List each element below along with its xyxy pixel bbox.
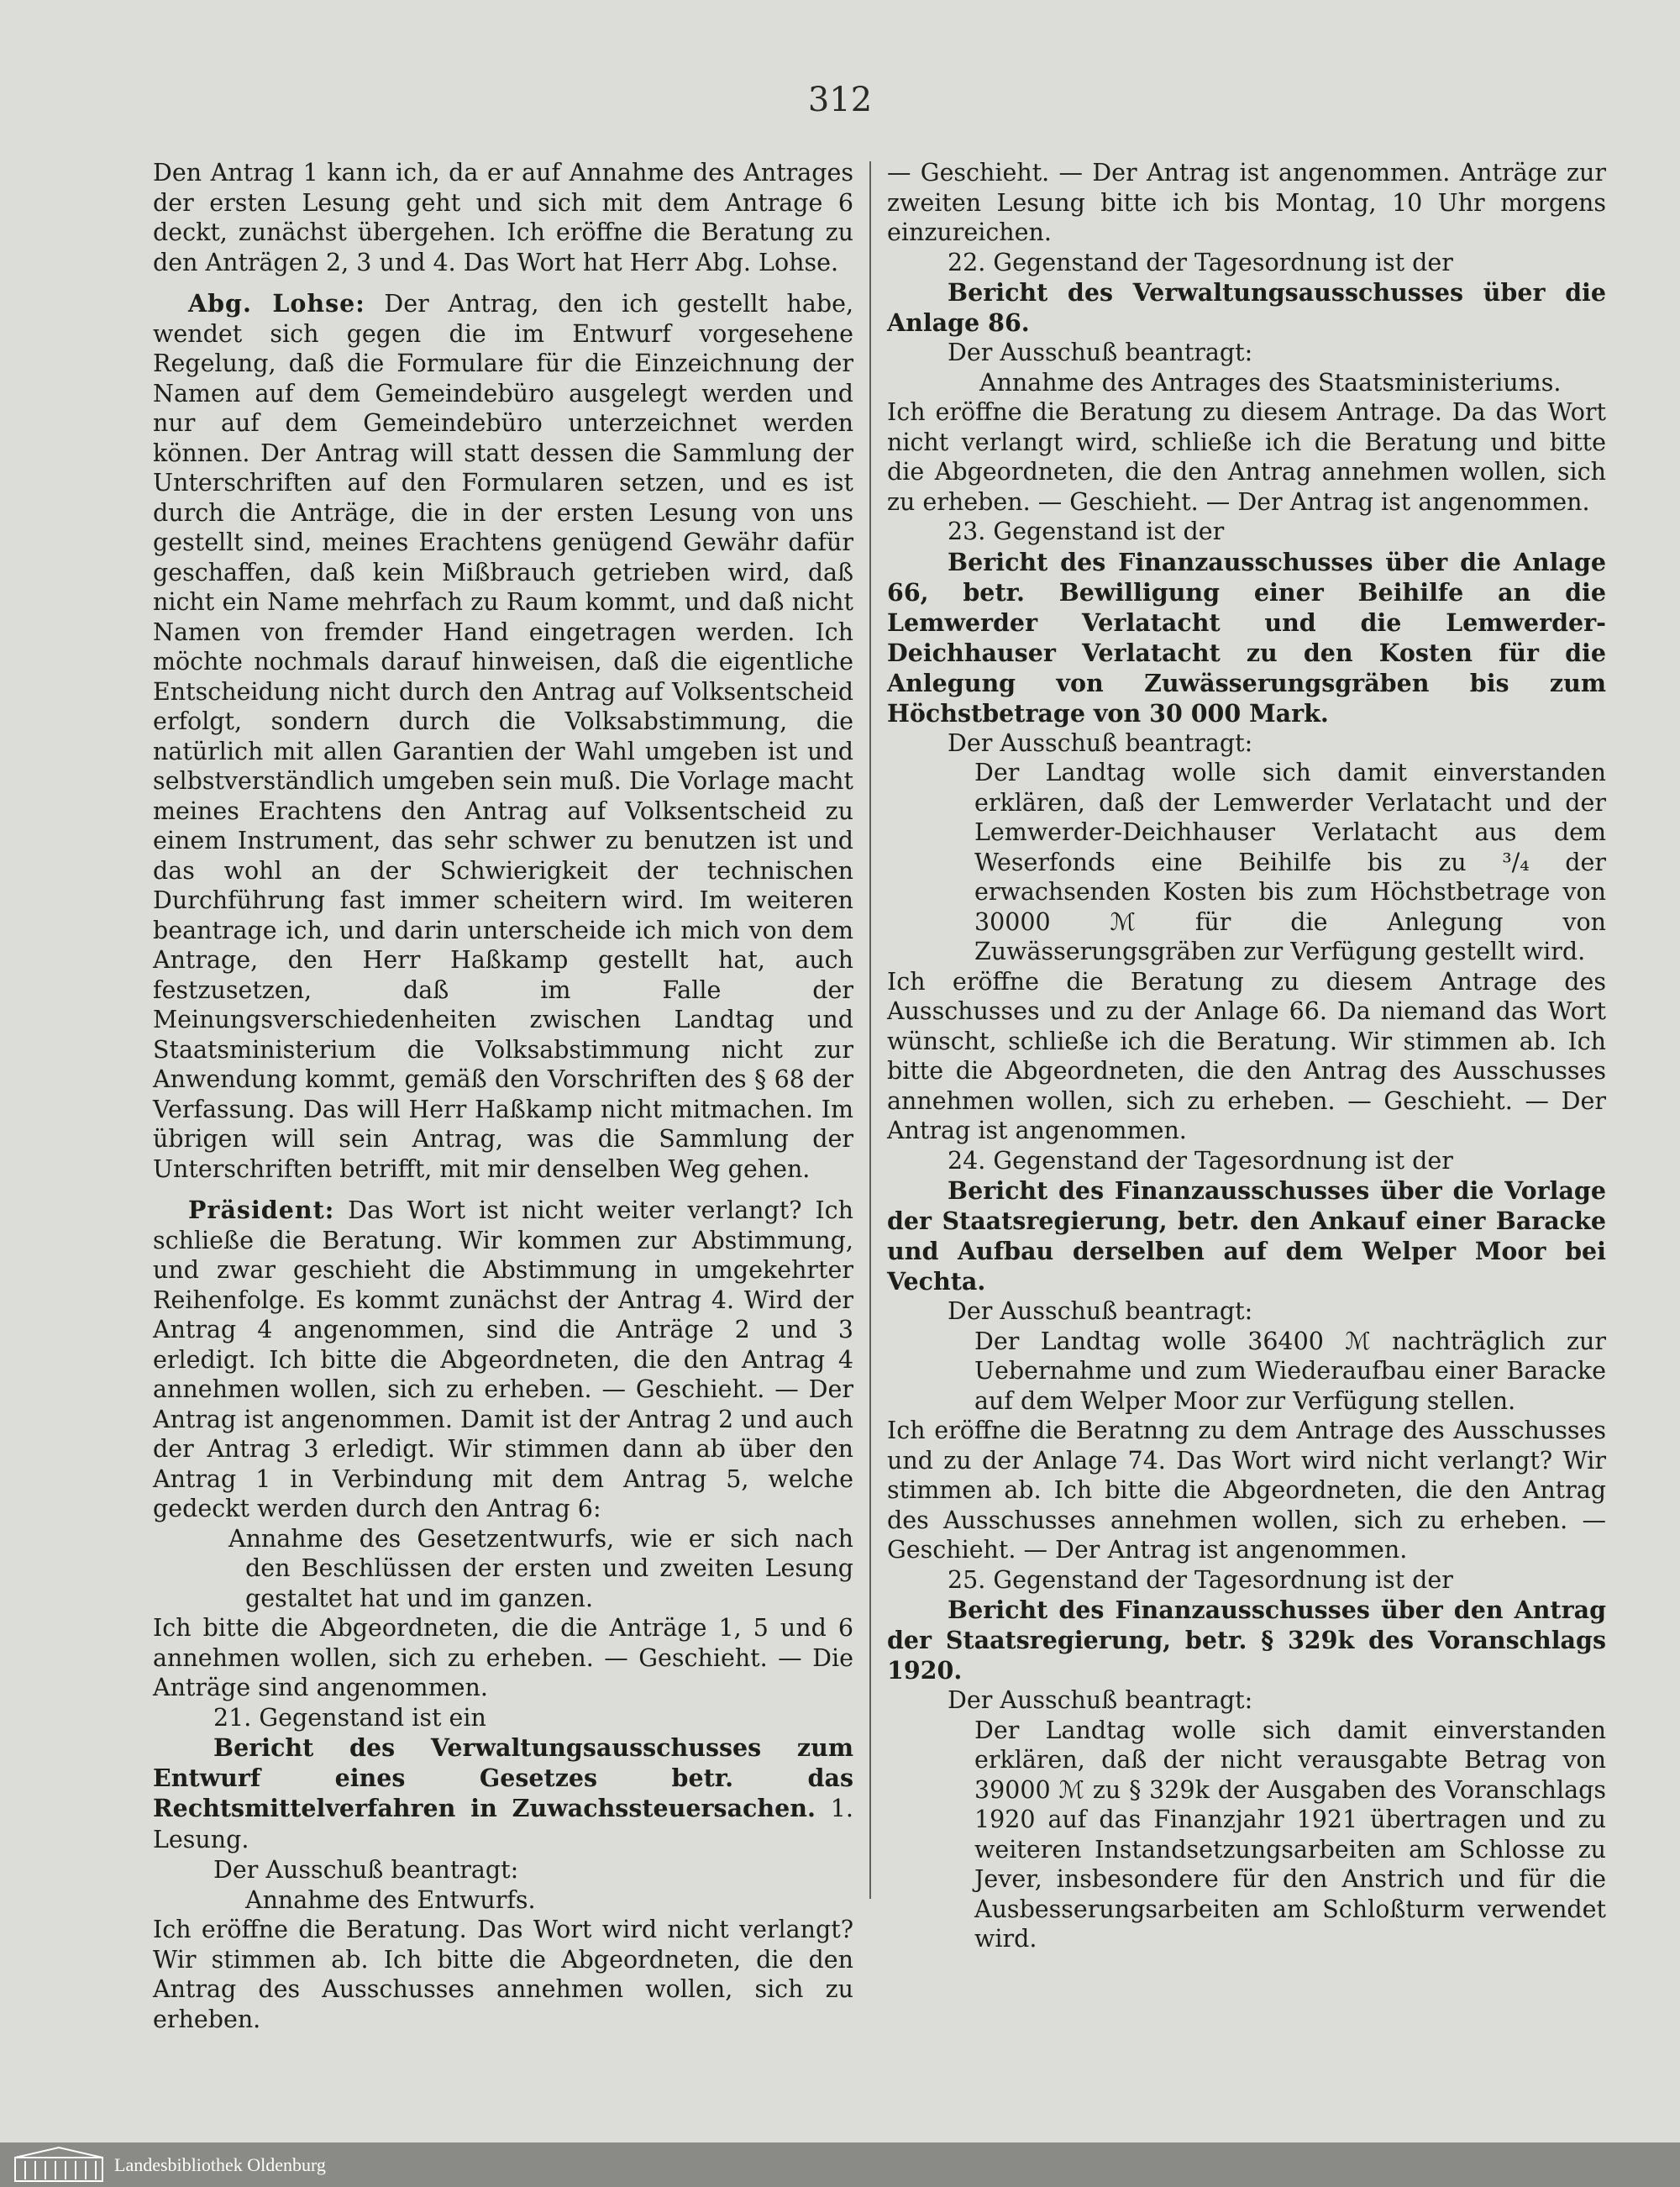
agenda-item: 24. Gegenstand der Tagesordnung ist der [948,1146,1453,1175]
motion-text: Der Landtag wolle sich damit einverstanden erklären, daß der nicht verausgabte Betrag von 39000 ℳ zu § 329k der Ausgaben des Voranschlags 1920 auf das Finanzjahr 1921 übertragen und zu weiteren Instandsetzungsarbeiten am Schlosse zu Jever, insbesondere für den Anstrich und für die Ausbesserungsarbeiten am Schloßturm verwendet wird. [974,1716,1606,1953]
agenda-heading [153,1732,853,1855]
speech-text: Der Antrag, den ich gestellt habe, wendet sich gegen die im Entwurf vorgesehene Regelung, daß die Formulare für die Einzeichnung der Namen auf dem Gemeindebüro ausgelegt werden und nur auf dem Gemeindebüro unterzeichnet werden können. Der Antrag will statt dessen die Sammlung der Unterschriften auf den Formularen setzen, und es ist durch die Anträge, die in der ersten Lesung von uns gestellt sind, meines Erachtens genügend Gewähr dafür geschaffen, daß kein Mißbrauch getrieben wird, daß nicht ein Name mehrfach zu Raum kommt, und daß nicht Namen von fremder Hand eingetragen werden. Ich möchte nochmals darauf hinweisen, daß die eigentliche Entscheidung nicht durch den Antrag auf Volksentscheid erfolgt, sondern durch die Volksabstimmung, die natürlich mit allen Garantien der Wahl umgeben ist und selbstverständlich umgeben sein muß. Die Vorlage macht meines Erachtens den Antrag auf Volksentscheid zu einem Instrument, das sehr schwer zu benutzen ist und das wohl an der Schwierigkeit der technischen Durchführung fast immer scheitern wird. Im weiteren beantrage ich, und darin unterscheide ich mich von dem Antrage, den Herr Haßkamp gestellt hat, auch festzusetzen, daß im Falle der Meinungsverschiedenheiten zwischen Landtag und Staatsministerium die Volksabstimmung nicht zur Anwendung kommt, gemäß den Vorschriften des § 68 der Verfassung. Das will Herr Haßkamp nicht mitmachen. Im übrigen will sein Antrag, was die Sammlung der Unterschriften betrifft, mit mir denselben Weg gehen. [153,290,854,1183]
library-building-icon [13,2146,104,2183]
paragraph: Ich eröffne die Beratung. Das Wort wird nicht verlangt? Wir stimmen ab. Ich bitte die Abgeordneten, die den Antrag des Ausschusses annehmen wollen, sich zu erheben. [153,1916,853,2033]
agenda-item: 22. Gegenstand der Tagesordnung ist der [948,248,1453,276]
committee-line: Der Ausschuß beantragt: [948,1297,1253,1325]
speaker-name: Präsident: [188,1196,335,1224]
speaker-name: Abg. Lohse: [188,289,365,318]
motion-text: Annahme des Antrages des Staatsministeriums. [979,368,1562,397]
library-footer [0,2142,1680,2187]
agenda-heading: Bericht des Finanzausschusses über die Anlage 66, betr. Bewilligung einer Beihilfe an die Lemwerder Verlatacht und die Lemwerder-Deichhauser Verlatacht zu den Kosten für die Anlegung von Zuwässerungsgräben bis zum Höchstbetrage von 30 000 Mark. [887,547,1606,728]
heading-text: Bericht des Verwaltungsausschusses zum Entwurf eines Gesetzes betr. das Rechtsmittelverfahren in Zuwachssteuersachen. [153,1733,853,1822]
page-number: 312 [807,81,873,119]
paragraph: Ich eröffne die Beratnng zu dem Antrage des Ausschusses und zu der Anlage 74. Das Wort wird nicht verlangt? Wir stimmen ab. Ich bitte die Abgeordneten, die den Antrag des Ausschusses annehmen wollen, sich zu erheben. — Geschieht. — Der Antrag ist angenommen. [887,1417,1606,1564]
agenda-heading: Bericht des Finanzausschusses über den Antrag der Staatsregierung, betr. § 329k des Voranschlags 1920. [887,1596,1606,1685]
motion-text: Der Landtag wolle sich damit einverstanden erklären, daß der Lemwerder Verlatacht und der Lemwerder-Deichhauser Verlatacht aus dem Weserfonds eine Beihilfe bis zu ³/₄ der erwachsenden Kosten bis zum Höchstbetrage von 30000 ℳ für die Anlegung von Zuwässerungsgräben zur Verfügung gestellt wird. [974,759,1606,965]
heading-suffix: 1. Lesung. [153,1795,853,1853]
quoted-motion: Annahme des Gesetzentwurfs, wie er sich nach den Beschlüssen der ersten und zweiten Lesung gestaltet hat und im ganzen. [228,1524,853,1612]
paragraph: Ich eröffne die Beratung zu diesem Antrage des Ausschusses und zu der Anlage 66. Da niemand das Wort wünscht, schließe ich die Beratung. Wir stimmen ab. Ich bitte die Abgeordneten, die den Antrag des Ausschusses annehmen wollen, sich zu erheben. — Geschieht. — Der Antrag ist angenommen. [887,967,1606,1144]
column-divider [869,161,871,1899]
paragraph: Ich bitte die Abgeordneten, die die Anträge 1, 5 und 6 annehmen wollen, sich zu erheben. — Geschieht. — Die Anträge sind angenommen. [153,1614,853,1701]
committee-line: Der Ausschuß beantragt: [948,339,1253,366]
left-column [153,158,853,2034]
speech-text: Das Wort ist nicht weiter verlangt? Ich schließe die Beratung. Wir kommen zur Abstimmung, und zwar geschieht die Abstimmung in umgekehrter Reihenfolge. Es kommt zunächst der Antrag 4. Wird der Antrag 4 angenommen, sind die Anträge 2 und 3 erledigt. Ich bitte die Abgeordneten, die den Antrag 4 annehmen wollen, sich zu erheben. — Geschieht. — Der Antrag ist angenommen. Damit ist der Antrag 2 und auch der Antrag 3 erledigt. Wir stimmen dann ab über den Antrag 1 in Verbindung mit dem Antrag 5, welche gedeckt werden durch den Antrag 6: [153,1196,853,1522]
speech-lohse [153,289,853,1184]
committee-line: Der Ausschuß beantragt: [213,1856,519,1884]
paragraph: — Geschieht. — Der Antrag ist angenommen. Anträge zur zweiten Lesung bitte ich bis Montag, 10 Uhr morgens einzureichen. [887,159,1606,246]
agenda-item: 23. Gegenstand ist der [948,518,1225,545]
paragraph: Den Antrag 1 kann ich, da er auf Annahme des Antrages der ersten Lesung geht und sich mit dem Antrage 6 deckt, zunächst übergehen. Ich eröffne die Beratung zu den Anträgen 2, 3 und 4. Das Wort hat Herr Abg. Lohse. [153,159,853,276]
motion-text: Annahme des Entwurfs. [245,1885,536,1914]
agenda-heading: Bericht des Finanzausschusses über die Vorlage der Staatsregierung, betr. den Ankauf einer Baracke und Aufbau derselben auf dem Welper Moor bei Vechta. [887,1176,1606,1296]
agenda-item: 25. Gegenstand der Tagesordnung ist der [948,1565,1453,1594]
committee-line: Der Ausschuß beantragt: [948,728,1253,757]
paragraph: Ich eröffne die Beratung zu diesem Antrage. Da das Wort nicht verlangt wird, schließe ich die Beratung und bitte die Abgeordneten, die den Antrag annehmen wollen, sich zu erheben. — Geschieht. — Der Antrag ist angenommen. [887,398,1606,516]
right-column [887,158,1606,1954]
library-name: Landesbibliothek Oldenburg [114,2154,326,2175]
speech-president [153,1196,853,1524]
agenda-heading: Bericht des Verwaltungsausschusses über die Anlage 86. [887,278,1606,337]
agenda-item: 21. Gegenstand ist ein [213,1703,486,1732]
motion-text: Der Landtag wolle 36400 ℳ nachträglich zur Uebernahme und zum Wiederaufbau einer Baracke auf dem Welper Moor zur Verfügung stellen. [974,1327,1606,1415]
committee-line: Der Ausschuß beantragt: [948,1686,1253,1714]
